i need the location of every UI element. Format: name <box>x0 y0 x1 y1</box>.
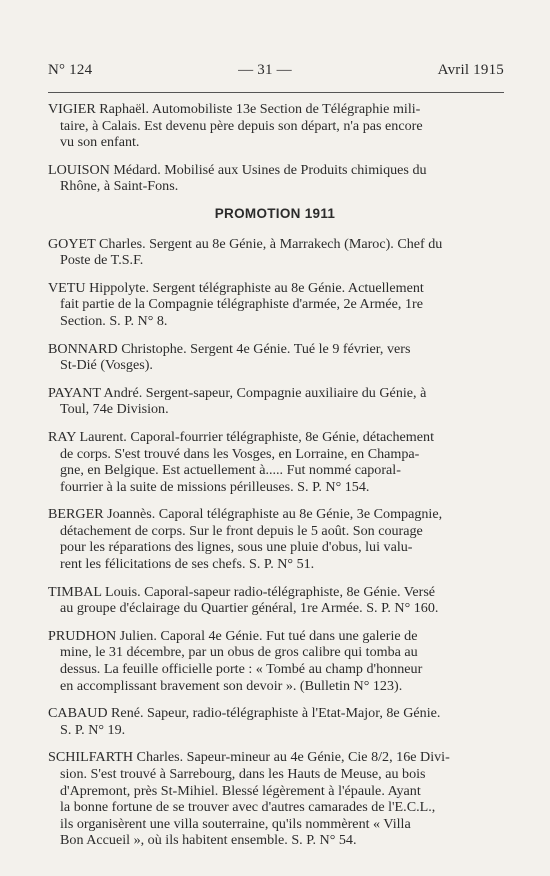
entry-line: de corps. S'est trouvé dans les Vosges, en Lorraine, en Champa- <box>60 445 420 462</box>
entry-first-line: BONNARD Christophe. Sergent 4e Génie. Tué le 9 février, vers <box>48 340 411 357</box>
entry-first-line: SCHILFARTH Charles. Sapeur-mineur au 4e Génie, Cie 8/2, 16e Divi- <box>48 749 450 766</box>
header-rule <box>48 92 504 93</box>
entry-line: la bonne fortune de se trouver avec d'autres camarades de l'E.C.L., <box>60 799 436 816</box>
entry-paragraph <box>48 236 502 269</box>
page-header <box>48 62 504 79</box>
main-content <box>48 101 502 860</box>
entry-paragraph <box>48 341 502 374</box>
entry-first-line: LOUISON Médard. Mobilisé aux Usines de Produits chimiques du <box>48 161 427 178</box>
entry-line: fourrier à la suite de missions périlleuses. S. P. N° 154. <box>60 478 370 495</box>
entry-first-line: VIGIER Raphaël. Automobiliste 13e Section de Télégraphie mili- <box>48 101 421 117</box>
entry-line: pour les réparations des lignes, sous une pluie d'obus, lui valu- <box>60 539 413 556</box>
entry-first-line: BERGER Joannès. Caporal télégraphiste au 8e Génie, 3e Compagnie, <box>48 506 443 523</box>
entry-line: sion. S'est trouvé à Sarrebourg, dans les Hauts de Meuse, au bois <box>60 766 426 782</box>
entry-line: rent les félicitations de ses chefs. S. P. N° 51. <box>60 556 315 573</box>
entry-line: St-Dié (Vosges). <box>60 357 153 374</box>
entry-paragraph <box>48 429 502 495</box>
entry-line: Rhône, à Saint-Fons. <box>60 178 179 195</box>
page-number: — 31 — <box>238 62 292 78</box>
entry-paragraph <box>48 705 502 738</box>
entry-first-line: TIMBAL Louis. Caporal-sapeur radio-télégraphiste, 8e Génie. Versé <box>48 583 436 600</box>
section-heading: PROMOTION 1911 <box>214 205 336 221</box>
issue-date: Avril 1915 <box>437 62 504 78</box>
entry-line: Toul, 74e Division. <box>60 401 169 418</box>
entry-line: d'Apremont, près St-Mihiel. Blessé légèrement à l'épaule. Ayant <box>60 782 421 799</box>
entry-line: dessus. La feuille officielle porte : « Tombé au champ d'honneur <box>60 661 423 678</box>
entry-first-line: RAY Laurent. Caporal-fourrier télégraphiste, 8e Génie, détachement <box>48 428 434 445</box>
entry-line: Section. S. P. N° 8. <box>60 312 168 329</box>
entry-line: Bon Accueil », où ils habitent ensemble. S. P. N° 54. <box>60 832 357 849</box>
entry-line: détachement de corps. Sur le front depuis le 5 août. Son courage <box>60 522 423 539</box>
entry-paragraph <box>48 101 502 151</box>
entry-line: au groupe d'éclairage du Quartier général, 1re Armée. S. P. N° 160. <box>60 600 439 617</box>
entry-line: en accomplissant bravement son devoir ». (Bulletin N° 123). <box>60 677 403 694</box>
entry-paragraph <box>48 506 502 572</box>
entry-line: Poste de T.S.F. <box>60 252 144 269</box>
entries-group-a <box>48 101 502 195</box>
entry-line: gne, en Belgique. Est actuellement à..... Fut nommé caporal- <box>60 462 401 479</box>
entry-paragraph <box>48 628 502 694</box>
entry-first-line: CABAUD René. Sapeur, radio-télégraphiste à l'Etat-Major, 8e Génie. <box>48 705 441 722</box>
entry-line: fait partie de la Compagnie télégraphiste d'armée, 2e Armée, 1re <box>60 296 423 313</box>
entry-line: mine, le 31 décembre, par un obus de gros calibre qui tomba au <box>60 644 418 661</box>
issue-number: N° 124 <box>48 62 93 78</box>
entry-first-line: VETU Hippolyte. Sergent télégraphiste au 8e Génie. Actuellement <box>48 279 424 296</box>
entry-paragraph <box>48 584 502 617</box>
entry-first-line: PAYANT André. Sergent-sapeur, Compagnie auxiliaire du Génie, à <box>48 384 427 401</box>
entry-first-line: GOYET Charles. Sergent au 8e Génie, à Marrakech (Maroc). Chef du <box>48 235 443 252</box>
entry-first-line: PRUDHON Julien. Caporal 4e Génie. Fut tué dans une galerie de <box>48 627 418 644</box>
entry-line: ils organisèrent une villa souterraine, qu'ils nommèrent « Villa <box>60 815 411 832</box>
entries-group-b <box>48 236 502 849</box>
entry-paragraph <box>48 385 502 418</box>
entry-paragraph <box>48 749 502 849</box>
entry-paragraph <box>48 162 502 195</box>
entry-paragraph <box>48 280 502 330</box>
entry-line: vu son enfant. <box>60 134 140 151</box>
entry-line: taire, à Calais. Est devenu père depuis son départ, n'a pas encore <box>60 117 423 134</box>
entry-line: S. P. N° 19. <box>60 721 126 738</box>
